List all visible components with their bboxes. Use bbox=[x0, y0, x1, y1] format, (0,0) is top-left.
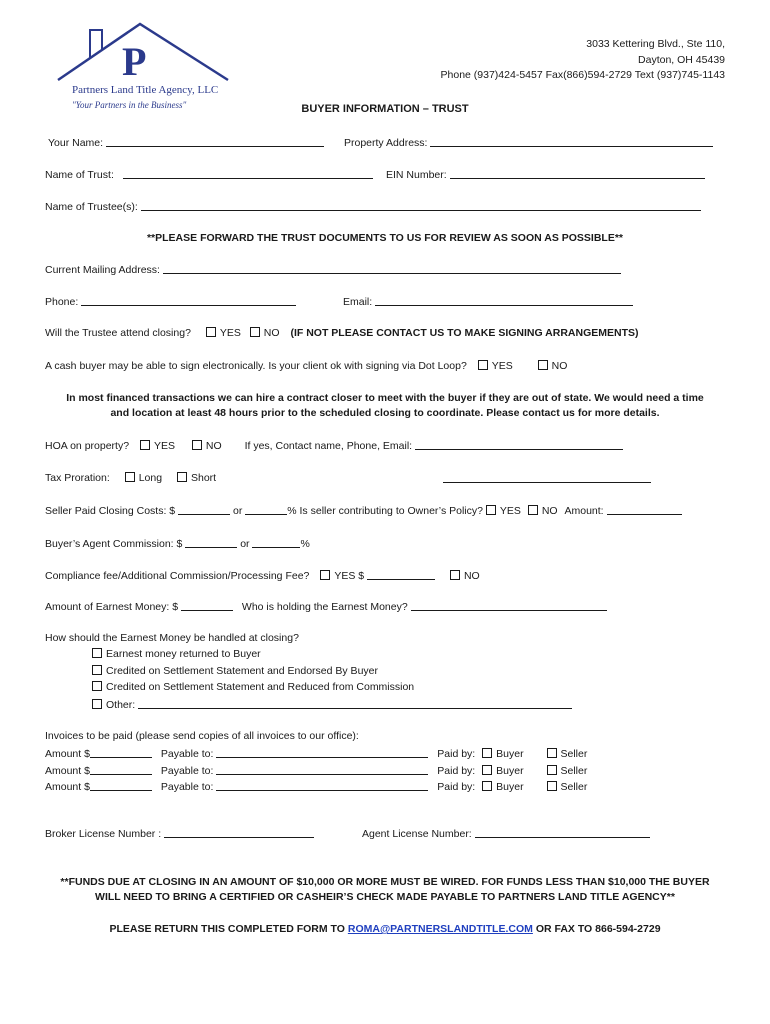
invoice-amount-label: Amount $ bbox=[45, 765, 90, 777]
trustee-closing-note: (IF NOT PLEASE CONTACT US TO MAKE SIGNING ARRANGEMENTS) bbox=[290, 327, 639, 339]
agent-commission-percent-sign: % bbox=[300, 538, 310, 550]
invoice-payable-label: Payable to: bbox=[160, 765, 214, 777]
dot-loop-yes-checkbox[interactable] bbox=[478, 360, 488, 370]
invoice-seller-label: Seller bbox=[560, 781, 588, 793]
compliance-fee-row bbox=[45, 569, 480, 582]
form-title: BUYER INFORMATION – TRUST bbox=[301, 103, 469, 115]
funds-wire-note-line1: **FUNDS DUE AT CLOSING IN AN AMOUNT OF $10,000 OR MORE MUST BE WIRED. FOR FUNDS LESS THAN $10,000 THE BUYER bbox=[60, 876, 710, 888]
property-address-row bbox=[344, 136, 713, 149]
earnest-handling-question: How should the Earnest Money be handled at closing? bbox=[45, 632, 299, 644]
compliance-fee-amount-field[interactable] bbox=[367, 569, 435, 580]
earnest-option-other bbox=[92, 698, 572, 711]
invoice-paid-by-label: Paid by: bbox=[437, 765, 476, 777]
invoice-buyer-label: Buyer bbox=[496, 765, 524, 777]
your-name-label: Your Name: bbox=[48, 137, 104, 149]
invoice-payable-field[interactable] bbox=[216, 747, 428, 758]
earnest-amount-label: Amount of Earnest Money: $ bbox=[45, 601, 179, 613]
invoice-amount-label: Amount $ bbox=[45, 748, 90, 760]
owner-policy-no-label: NO bbox=[541, 505, 558, 517]
trustees-label: Name of Trustee(s): bbox=[45, 201, 138, 213]
invoice-payable-field[interactable] bbox=[216, 780, 428, 791]
hoa-contact-field-2[interactable] bbox=[443, 472, 651, 483]
invoice-seller-label: Seller bbox=[560, 765, 588, 777]
agent-commission-row bbox=[45, 537, 310, 550]
tax-proration-long-checkbox[interactable] bbox=[125, 472, 135, 482]
owner-policy-yes-label: YES bbox=[499, 505, 521, 517]
earnest-option-returned-label: Earnest money returned to Buyer bbox=[106, 648, 261, 660]
invoice-row bbox=[45, 780, 587, 793]
return-prefix: PLEASE RETURN THIS COMPLETED FORM TO bbox=[109, 923, 345, 935]
logo-company-name: Partners Land Title Agency, LLC bbox=[72, 84, 219, 96]
invoices-header: Invoices to be paid (please send copies of all invoices to our office): bbox=[45, 730, 359, 742]
trust-name-row bbox=[45, 168, 373, 181]
earnest-option-endorsed-label: Credited on Settlement Statement and Endorsed By Buyer bbox=[106, 665, 378, 677]
dot-loop-no-checkbox[interactable] bbox=[538, 360, 548, 370]
tax-proration-label: Tax Proration: bbox=[45, 472, 110, 484]
earnest-option-commission-checkbox[interactable] bbox=[92, 681, 102, 691]
owner-policy-amount-field[interactable] bbox=[607, 504, 682, 515]
invoice-payable-field[interactable] bbox=[216, 764, 428, 775]
owner-policy-question: % Is seller contributing to Owner’s Policy? bbox=[287, 505, 483, 517]
invoice-seller-checkbox[interactable] bbox=[547, 781, 557, 791]
compliance-fee-no-checkbox[interactable] bbox=[450, 570, 460, 580]
seller-paid-percent-field[interactable] bbox=[245, 504, 287, 515]
hoa-question: HOA on property? bbox=[45, 440, 130, 452]
compliance-fee-yes-checkbox[interactable] bbox=[320, 570, 330, 580]
agent-commission-amount-field[interactable] bbox=[185, 537, 237, 548]
earnest-holder-field[interactable] bbox=[411, 600, 607, 611]
trust-docs-notice: **PLEASE FORWARD THE TRUST DOCUMENTS TO US FOR REVIEW AS SOON AS POSSIBLE** bbox=[146, 232, 624, 244]
trustee-closing-yes-label: YES bbox=[219, 327, 241, 339]
dot-loop-question: A cash buyer may be able to sign electronically. Is your client ok with signing via Dot Loop? bbox=[45, 360, 467, 372]
trust-name-label: Name of Trust: bbox=[45, 169, 114, 181]
broker-license-field[interactable] bbox=[164, 827, 314, 838]
trustees-field[interactable] bbox=[141, 200, 701, 211]
trustee-closing-question: Will the Trustee attend closing? bbox=[45, 327, 191, 339]
contract-closer-note-line1: In most financed transactions we can hire a contract closer to meet with the buyer if they are out of state. We would need a time bbox=[66, 392, 704, 404]
mailing-address-row bbox=[45, 263, 621, 276]
invoice-buyer-checkbox[interactable] bbox=[482, 748, 492, 758]
company-address-line1: 3033 Kettering Blvd., Ste 110, bbox=[586, 38, 725, 50]
seller-paid-or: or bbox=[233, 505, 243, 517]
compliance-fee-yes-label: YES $ bbox=[334, 570, 365, 582]
invoice-seller-checkbox[interactable] bbox=[547, 748, 557, 758]
owner-policy-yes-checkbox[interactable] bbox=[486, 505, 496, 515]
seller-paid-row bbox=[45, 504, 682, 517]
earnest-option-commission bbox=[92, 681, 414, 693]
invoice-seller-checkbox[interactable] bbox=[547, 765, 557, 775]
earnest-option-other-checkbox[interactable] bbox=[92, 699, 102, 709]
dot-loop-no-label: NO bbox=[551, 360, 568, 372]
tax-proration-short-label: Short bbox=[190, 472, 217, 484]
logo-letter: P bbox=[122, 39, 147, 84]
earnest-amount-field[interactable] bbox=[181, 600, 233, 611]
mailing-address-label: Current Mailing Address: bbox=[45, 264, 160, 276]
ein-row bbox=[386, 168, 705, 181]
hoa-yes-checkbox[interactable] bbox=[140, 440, 150, 450]
invoice-buyer-label: Buyer bbox=[496, 781, 524, 793]
invoice-paid-by-label: Paid by: bbox=[437, 781, 476, 793]
logo-tagline: "Your Partners in the Business" bbox=[72, 100, 187, 110]
property-address-label: Property Address: bbox=[344, 137, 428, 149]
invoice-row bbox=[45, 747, 587, 760]
compliance-fee-no-label: NO bbox=[463, 570, 480, 582]
company-contact: Phone (937)424-5457 Fax(866)594-2729 Text (937)745-1143 bbox=[440, 69, 725, 81]
invoice-amount-field[interactable] bbox=[90, 747, 152, 758]
email-label: Email: bbox=[343, 296, 373, 308]
earnest-money-row bbox=[45, 600, 607, 613]
invoice-row bbox=[45, 764, 587, 777]
tax-proration-long-label: Long bbox=[138, 472, 163, 484]
invoice-buyer-checkbox[interactable] bbox=[482, 765, 492, 775]
invoice-paid-by-label: Paid by: bbox=[437, 748, 476, 760]
invoice-amount-label: Amount $ bbox=[45, 781, 90, 793]
owner-policy-amount-label: Amount: bbox=[564, 505, 604, 517]
funds-wire-note-line2: WILL NEED TO BRING A CERTIFIED OR CASHEIR’S CHECK MADE PAYABLE TO PARTNERS LAND TITLE AGENCY** bbox=[95, 891, 675, 903]
agent-commission-label: Buyer’s Agent Commission: $ bbox=[45, 538, 183, 550]
email-row bbox=[343, 295, 633, 308]
tax-proration-row bbox=[45, 472, 216, 484]
agent-commission-percent-field[interactable] bbox=[252, 537, 300, 548]
trustee-closing-no-label: NO bbox=[263, 327, 280, 339]
invoice-payable-label: Payable to: bbox=[160, 748, 214, 760]
broker-license-row bbox=[45, 827, 314, 840]
hoa-yes-label: YES bbox=[153, 440, 175, 452]
tax-proration-short-checkbox[interactable] bbox=[177, 472, 187, 482]
agent-commission-or: or bbox=[240, 538, 250, 550]
trustees-row bbox=[45, 200, 701, 213]
phone-label: Phone: bbox=[45, 296, 79, 308]
email-field[interactable] bbox=[375, 295, 633, 306]
earnest-option-commission-label: Credited on Settlement Statement and Reduced from Commission bbox=[106, 681, 415, 693]
your-name-row bbox=[48, 136, 324, 149]
dot-loop-row bbox=[45, 360, 567, 372]
compliance-fee-question: Compliance fee/Additional Commission/Processing Fee? bbox=[45, 570, 310, 582]
owner-policy-no-checkbox[interactable] bbox=[528, 505, 538, 515]
your-name-field[interactable] bbox=[106, 136, 324, 147]
trustee-closing-yes-checkbox[interactable] bbox=[206, 327, 216, 337]
hoa-no-label: NO bbox=[205, 440, 222, 452]
seller-paid-amount-field[interactable] bbox=[178, 504, 230, 515]
contract-closer-note-line2: and location at least 48 hours prior to the scheduled closing to coordinate. Please contact us for more details. bbox=[110, 407, 660, 419]
trust-name-field[interactable] bbox=[123, 168, 373, 179]
ein-field[interactable] bbox=[450, 168, 705, 179]
trustee-closing-no-checkbox[interactable] bbox=[250, 327, 260, 337]
dot-loop-yes-label: YES bbox=[491, 360, 513, 372]
agent-license-label: Agent License Number: bbox=[362, 828, 472, 840]
invoice-payable-label: Payable to: bbox=[160, 781, 214, 793]
mailing-address-field[interactable] bbox=[163, 263, 621, 274]
seller-paid-label: Seller Paid Closing Costs: $ bbox=[45, 505, 176, 517]
earnest-holder-label: Who is holding the Earnest Money? bbox=[241, 601, 408, 613]
hoa-contact-label: If yes, Contact name, Phone, Email: bbox=[244, 440, 413, 452]
company-address-line2: Dayton, OH 45439 bbox=[638, 54, 725, 66]
invoice-seller-label: Seller bbox=[560, 748, 588, 760]
earnest-option-returned-checkbox[interactable] bbox=[92, 648, 102, 658]
invoice-amount-field[interactable] bbox=[90, 780, 152, 791]
invoice-amount-field[interactable] bbox=[90, 764, 152, 775]
earnest-option-returned bbox=[92, 648, 261, 660]
return-suffix: OR FAX TO 866-594-2729 bbox=[535, 923, 661, 935]
trustee-closing-row bbox=[45, 327, 639, 339]
return-email-link[interactable]: ROMA@PARTNERSLANDTITLE.COM bbox=[347, 923, 533, 935]
invoice-buyer-checkbox[interactable] bbox=[482, 781, 492, 791]
phone-row bbox=[45, 295, 296, 308]
hoa-contact-field[interactable] bbox=[415, 439, 623, 450]
earnest-option-endorsed bbox=[92, 665, 378, 677]
broker-license-label: Broker License Number : bbox=[45, 828, 162, 840]
invoice-buyer-label: Buyer bbox=[496, 748, 524, 760]
hoa-row bbox=[45, 439, 623, 452]
agent-license-field[interactable] bbox=[475, 827, 650, 838]
earnest-option-other-field[interactable] bbox=[138, 698, 572, 709]
phone-field[interactable] bbox=[81, 295, 296, 306]
hoa-no-checkbox[interactable] bbox=[192, 440, 202, 450]
property-address-field[interactable] bbox=[430, 136, 713, 147]
return-instructions bbox=[0, 923, 770, 935]
earnest-option-other-label: Other: bbox=[106, 699, 136, 711]
ein-label: EIN Number: bbox=[386, 169, 447, 181]
earnest-option-endorsed-checkbox[interactable] bbox=[92, 665, 102, 675]
agent-license-row bbox=[362, 827, 650, 840]
